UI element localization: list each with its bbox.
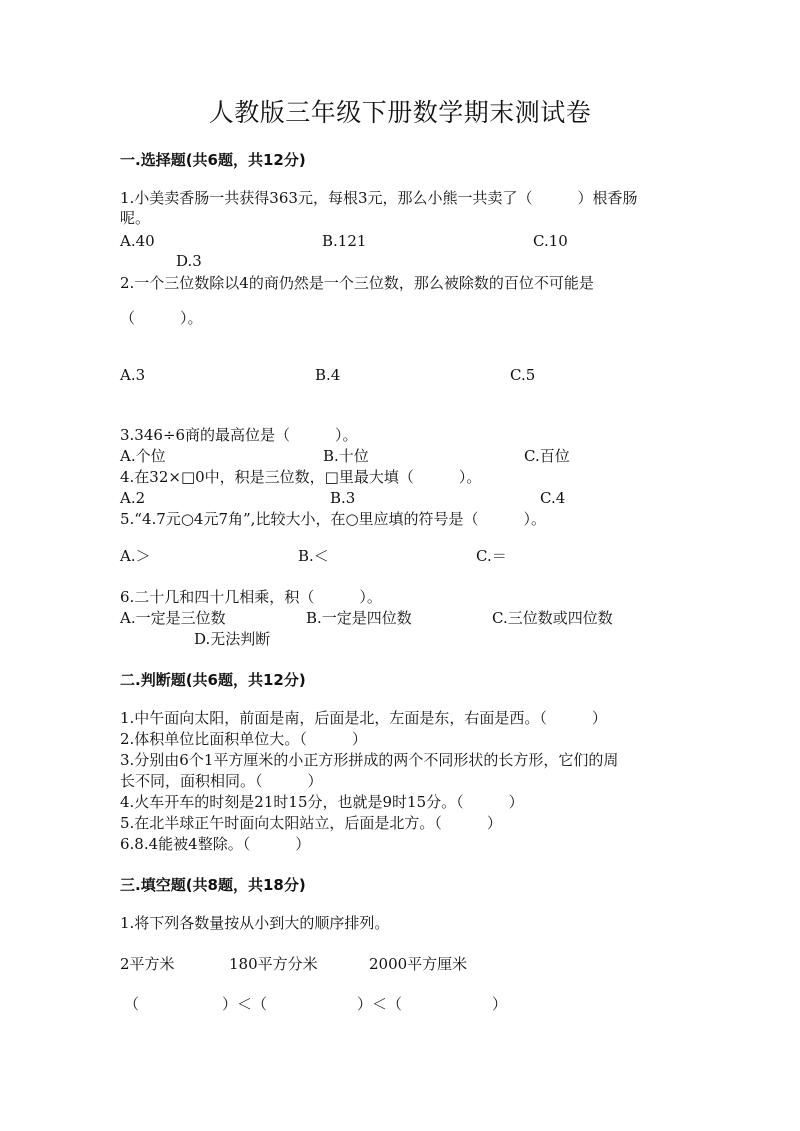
page-title: 人教版三年级下册数学期末测试卷 [208,98,592,127]
option-b: B.一定是四位数 [306,609,412,627]
quantity-item: 180平方分米 [229,955,318,973]
option-c: C.5 [510,366,536,384]
question-text: 5.“4.7元○4元7角”,比较大小，在○里应填的符号是（ ）。 [120,510,547,528]
option-a: A.40 [120,232,155,250]
answer-blank[interactable]: （ [124,995,140,1013]
option-a: A.2 [120,489,146,507]
option-a: A.3 [120,366,146,384]
option-d: D.3 [176,252,202,270]
statement-text: 1.中午面向太阳，前面是南，后面是北，左面是东，右面是西。（ ） [120,709,607,727]
question-text: 6.二十几和四十几相乘，积（ ）。 [120,588,382,606]
statement-text: 4.火车开车的时刻是21时15分，也就是9时15分。（ ） [120,793,524,811]
option-a: A.个位 [120,447,166,465]
option-c: C.4 [540,489,566,507]
answer-blank[interactable]: ）＜（ [357,995,403,1013]
answer-blank[interactable]: ） [492,995,508,1013]
statement-text: 长不同，面积相同。（ ） [120,772,323,790]
statement-text: 2.体积单位比面积单位大。（ ） [120,730,367,748]
statement-text: 5.在北半球正午时面向太阳站立，后面是北方。（ ） [120,814,502,832]
option-b: B.＜ [298,547,329,565]
question-text: （ ）。 [120,309,203,327]
answer-blank[interactable]: ）＜（ [222,995,268,1013]
option-c: C.10 [533,232,568,250]
option-b: B.121 [322,232,367,250]
question-text: 3.346÷6商的最高位是（ ）。 [120,426,358,444]
option-b: B.3 [330,489,356,507]
option-b: B.4 [315,366,341,384]
statement-text: 3.分别由6个1平方厘米的小正方形拼成的两个不同形状的长方形，它们的周 [120,751,619,769]
statement-text: 6.8.4能被4整除。（ ） [120,835,311,853]
option-a: A.＞ [120,547,151,565]
question-text: 4.在32×□0中，积是三位数，□里最大填（ ）。 [120,468,482,486]
option-a: A.一定是三位数 [120,609,226,627]
option-b: B.十位 [323,447,369,465]
option-d: D.无法判断 [194,630,271,648]
quantity-item: 2000平方厘米 [369,955,468,973]
option-c: C.三位数或四位数 [492,609,613,627]
question-text: 2.一个三位数除以4的商仍然是一个三位数，那么被除数的百位不可能是 [120,274,594,292]
section-heading-choice: 一.选择题(共6题，共12分) [120,151,306,169]
section-heading-fill: 三.填空题(共8题，共18分) [120,876,306,894]
section-heading-judge: 二.判断题(共6题，共12分) [120,671,306,689]
option-c: C.＝ [476,547,507,565]
option-c: C.百位 [524,447,570,465]
question-text: 呢。 [120,209,151,227]
question-text: 1.小美卖香肠一共获得363元，每根3元，那么小熊一共卖了（ ）根香肠 [120,189,638,207]
question-text: 1.将下列各数量按从小到大的顺序排列。 [120,914,390,932]
quantity-item: 2平方米 [120,955,175,973]
